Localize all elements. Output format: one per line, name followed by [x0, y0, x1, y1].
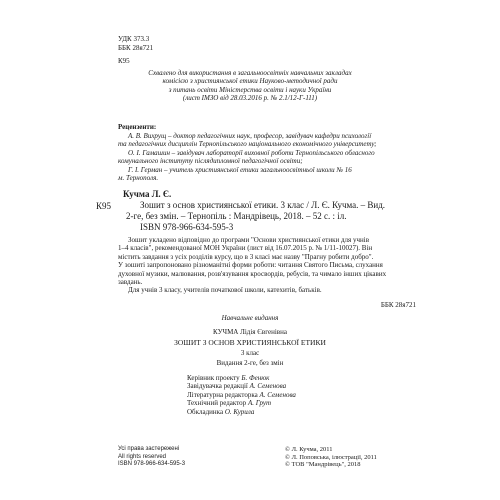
annotation-line: Зошит укладено відповідно до програми "Основи християнської етики для учнів	[128, 236, 370, 244]
annotation-line: 1–4 класів", рекомендованої МОН України (лист від 16.07.2015 р. № 1/11-10027). Він	[118, 244, 373, 253]
annotation-line: містить завдання з усіх розділів курсу, що в 3 класі має назву "Прагну робити добро".	[118, 252, 374, 261]
rights-line: Усі права застережені	[118, 446, 180, 452]
rights-line: All rights reserved	[118, 453, 167, 460]
credit-line	[187, 408, 296, 416]
bib-line: 2-ге, без змін. – Тернопіль : Мандрівець, 2018. – 52 с. : іл.	[126, 211, 347, 221]
credit-name: Б. Фенюк	[241, 374, 270, 382]
reviewer-line: та педагогічних дисциплін Тернопільського національного економічного університету;	[118, 140, 377, 149]
approval-line: (лист ІМЗО від 28.03.2016 р. № 2.1/12-Г-111)	[182, 94, 318, 103]
credit-name: А. Грут	[247, 399, 272, 408]
annotation-line: У зошиті запропоновано різноманітні форми роботи: читання Святого Письма, слухання	[118, 261, 383, 270]
copyright-line: © Л. Поповська, ілюстрації, 2011	[285, 453, 377, 461]
reviewer-line: А. В. Вихрущ – доктор педагогічних наук, професор, завідувач кафедри психології	[128, 132, 372, 140]
bbk-bottom: ББК 28я721	[380, 301, 416, 309]
bib-line: Зошит з основ християнської етики. 3 клас / Л. Є. Кучма. – Вид.	[140, 200, 386, 210]
approval-line: Схвалено для використання в загальноосвітніх навчальних закладах	[148, 69, 352, 77]
rights-block	[118, 446, 185, 469]
edition-note: Видання 2-ге, без змін	[216, 359, 284, 367]
reviewers-list	[118, 132, 377, 183]
bbk-code: ББК 28я721	[118, 44, 154, 52]
author-full-name: КУЧМА Лідія Євгенівна	[213, 328, 287, 336]
approval-line: з питань освіти Міністерства освіти і науки України	[168, 85, 332, 94]
copyright-line: © Л. Кучма, 2011	[285, 446, 333, 453]
copyright-block	[285, 446, 377, 469]
bib-code: К95	[96, 201, 112, 211]
approval-statement	[0, 69, 500, 103]
credit-name: О. Курила	[224, 407, 255, 416]
book-title: ЗОШИТ З ОСНОВ ХРИСТИЯНСЬКОЇ ЕТИКИ	[174, 338, 326, 347]
isbn-footer: ISBN 978-966-634-595-3	[118, 461, 186, 467]
author-code: К95	[118, 57, 130, 65]
reviewer-line: Г. І. Герман – учитель християнської етики загальноосвітньої школи № 16	[128, 165, 352, 174]
edition-type: Навчальне видання	[221, 314, 279, 322]
copyright-line: © ТОВ "Мандрівець", 2018	[285, 461, 361, 468]
bib-author: Кучма Л. Є.	[123, 189, 172, 199]
isbn-line: ISBN 978-966-634-595-3	[140, 222, 234, 232]
credit-role: Обкладинка	[187, 407, 224, 416]
credit-name: А. Семенова	[259, 390, 296, 399]
reviewer-line: комунального інституту післядипломної педагогічної освіти;	[118, 157, 303, 166]
credits	[187, 374, 296, 416]
credit-role: Технічний редактор	[187, 399, 247, 408]
credit-role: Керівник проекту	[187, 374, 240, 382]
credit-role: Завідувачка редакції	[187, 382, 248, 391]
udc-code: УДК 373.3	[118, 35, 150, 43]
reviewer-line: О. І. Гамашин – завідувач лабораторії виховної роботи Тернопільського обласного	[128, 148, 375, 157]
credit-line	[187, 391, 296, 399]
approval-line: комісією з християнської етики Науково-методичної ради	[162, 77, 338, 86]
reviewers-heading: Рецензенти:	[118, 123, 157, 131]
credit-line	[187, 399, 296, 407]
grade: 3 клас	[240, 349, 260, 357]
credit-role: Літературна редакторка	[187, 390, 258, 399]
annotation-line: духовної музики, малювання, розв'язування кросвордів, ребусів, та чимало інших цікавих	[118, 269, 387, 278]
credit-name: А. Семенова	[249, 382, 287, 391]
annotation	[118, 236, 387, 295]
credit-line	[187, 374, 296, 382]
reviewer-line: м. Тернополя.	[118, 174, 159, 183]
annotation-line: завдань.	[118, 278, 143, 287]
bib-description	[126, 200, 386, 233]
annotation-line: Для учнів 3 класу, учителів початкової школи, катехитів, батьків.	[128, 286, 322, 295]
credit-line	[187, 382, 296, 390]
